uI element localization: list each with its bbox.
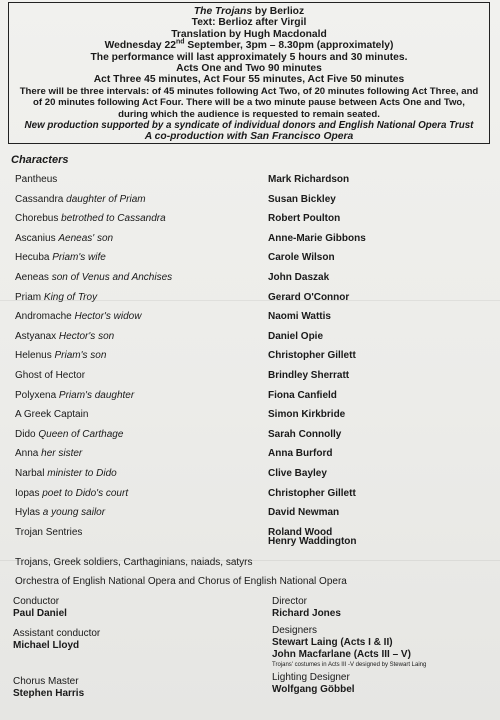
designer-note: Trojans' costumes in Acts III -V designed by Stewart Laing — [272, 662, 427, 668]
assistant-conductor-credit — [13, 628, 100, 652]
cast-role — [15, 370, 85, 381]
cast-row — [0, 488, 500, 506]
intervals-line-2: of 20 minutes following Act Four. There will be a two minute pause between Acts One and Two, — [33, 97, 465, 109]
role-description: Hector's widow — [74, 311, 142, 323]
credit-name: Paul Daniel — [13, 608, 67, 619]
role-name: Hecuba — [15, 252, 50, 264]
acts-1-2-timing: Acts One and Two 90 minutes — [176, 63, 322, 75]
chorus-master-credit — [13, 676, 84, 700]
role-description: poet to Dido's court — [42, 487, 129, 499]
cast-row — [0, 448, 500, 466]
cast-row — [0, 429, 500, 447]
cast-actor: Clive Bayley — [268, 468, 327, 479]
cast-actor: Anna Burford — [268, 448, 333, 460]
role-description: King of Troy — [43, 291, 98, 303]
cast-role — [15, 292, 97, 303]
credit-name: Michael Lloyd — [13, 640, 80, 651]
cast-actor: Gerard O'Connor — [268, 291, 350, 303]
role-description: daughter of Priam — [66, 193, 146, 205]
cast-role — [15, 213, 166, 224]
role-name: Anna — [15, 448, 39, 460]
role-description: Priam's daughter — [58, 389, 135, 401]
role-name: A Greek Captain — [15, 409, 89, 421]
credit-name: Stewart Laing (Acts I & II) — [272, 637, 393, 648]
acts-3-5-timing: Act Three 45 minutes, Act Four 55 minutes, Act Five 50 minutes — [93, 74, 405, 86]
role-name: Pantheus — [15, 174, 58, 185]
role-description: Priam's wife — [52, 252, 106, 264]
cast-row — [0, 292, 500, 310]
characters-heading: Characters — [11, 154, 69, 166]
cast-role — [15, 272, 172, 283]
cast-role — [15, 311, 141, 322]
role-description: Aeneas' son — [58, 232, 114, 244]
chorus-roles: Trojans, Greek soldiers, Carthaginians, naiads, satyrs — [15, 557, 253, 568]
role-name: Trojan Sentries — [15, 526, 83, 538]
cast-row — [0, 390, 500, 408]
cast-role — [15, 507, 105, 518]
cast-role — [15, 194, 146, 205]
credit-name: Stephen Harris — [13, 688, 85, 699]
cast-role — [15, 448, 82, 459]
role-description: Priam's son — [54, 350, 107, 362]
credit-label: Assistant conductor — [13, 628, 101, 639]
cast-role — [15, 331, 114, 342]
role-name: Hylas — [15, 507, 41, 519]
cast-actor: Brindley Sherratt — [268, 370, 350, 381]
role-name: Cassandra — [15, 193, 64, 205]
credit-name: Richard Jones — [272, 608, 341, 619]
date-time: September, 3pm – 8.30pm (approximately) — [184, 40, 394, 52]
role-name: Astyanax — [15, 330, 57, 342]
credit-label: Conductor — [13, 596, 60, 607]
cast-role — [15, 409, 88, 420]
role-description: her sister — [41, 448, 83, 460]
role-name: Ghost of Hector — [15, 370, 86, 381]
role-name: Andromache — [15, 311, 72, 323]
cast-row-extra — [0, 536, 500, 554]
cast-actor: Christopher Gillett — [268, 350, 356, 362]
cast-actor: David Newman — [268, 507, 340, 519]
cast-actor: Susan Bickley — [268, 193, 336, 205]
cast-role — [15, 174, 57, 185]
cast-actor: Mark Richardson — [268, 174, 350, 185]
role-name: Iopas — [15, 487, 40, 499]
composer-credit: by Berlioz — [252, 6, 305, 17]
opera-title — [9, 6, 489, 17]
conductor-credit — [13, 596, 67, 620]
role-name: Aeneas — [15, 272, 49, 283]
cast-role — [15, 468, 117, 479]
role-name: Narbal — [15, 468, 45, 479]
credit-label: Chorus Master — [13, 676, 79, 687]
designers-credit — [272, 625, 426, 669]
cast-actor: Anne-Marie Gibbons — [268, 232, 366, 244]
cast-role — [15, 252, 106, 263]
lighting-designer-credit — [272, 672, 355, 696]
credit-name: Wolfgang Göbbel — [272, 684, 355, 695]
intervals-line-1: There will be three intervals: of 45 minutes following Act Two, of 20 minutes following Act Three, and — [19, 85, 479, 97]
intervals-line-3: during which the audience is requested to remain seated. — [118, 108, 380, 120]
role-description: a young sailor — [42, 507, 106, 519]
orchestra-credit: Orchestra of English National Opera and Chorus of English National Opera — [15, 576, 347, 587]
cast-actor: Roland Wood — [268, 526, 333, 538]
cast-role — [15, 350, 106, 361]
credit-label: Lighting Designer — [272, 672, 350, 683]
work-title: The Trojans — [193, 6, 253, 17]
cast-row — [0, 194, 500, 212]
cast-actor: Carole Wilson — [268, 252, 335, 264]
role-description: son of Venus and Anchises — [51, 272, 173, 283]
translation-credit: Translation by Hugh Macdonald — [171, 28, 327, 40]
cast-row — [0, 468, 500, 486]
role-description: minister to Dido — [47, 468, 117, 479]
cast-row — [0, 272, 500, 290]
cast-row — [0, 350, 500, 368]
cast-actor: Fiona Canfield — [268, 389, 337, 401]
cast-row — [0, 370, 500, 388]
cast-row — [0, 174, 500, 192]
cast-actor: Sarah Connolly — [268, 428, 342, 440]
role-name: Chorebus — [15, 213, 59, 225]
duration-line: The performance will last approximately 5 hours and 30 minutes. — [90, 51, 408, 63]
cast-role — [15, 429, 123, 440]
cast-role — [15, 488, 128, 499]
role-name: Dido — [15, 428, 36, 440]
date-day: Wednesday 22 — [104, 40, 176, 52]
cast-actor: Christopher Gillett — [268, 487, 356, 499]
role-name: Priam — [15, 291, 42, 303]
cast-role — [15, 233, 113, 244]
credit-label: Designers — [272, 625, 318, 636]
cast-row — [0, 507, 500, 525]
coproduction-note: A co-production with San Francisco Opera — [144, 131, 354, 143]
role-name: Ascanius — [15, 232, 56, 244]
cast-role — [15, 390, 134, 401]
credit-label: Director — [272, 596, 308, 607]
cast-actor: Daniel Opie — [268, 330, 324, 342]
credit-name: John Macfarlane (Acts III – V) — [272, 649, 411, 660]
cast-row — [0, 311, 500, 329]
cast-row — [0, 213, 500, 231]
performance-info-box — [8, 2, 490, 144]
cast-row — [0, 409, 500, 427]
role-description: betrothed to Cassandra — [61, 213, 166, 225]
date-suffix: nd — [175, 38, 185, 46]
role-description: Hector's son — [58, 330, 115, 342]
cast-actor: Naomi Wattis — [268, 311, 331, 323]
cast-actor: John Daszak — [268, 272, 330, 283]
role-name: Helenus — [15, 350, 52, 362]
cast-row — [0, 233, 500, 251]
cast-actor: Robert Poulton — [268, 213, 341, 225]
cast-row — [0, 331, 500, 349]
performance-date — [9, 40, 489, 51]
text-credit: Text: Berlioz after Virgil — [191, 17, 307, 29]
production-support: New production supported by a syndicate of individual donors and English National Opera Trust — [24, 120, 474, 132]
role-name: Polyxena — [15, 389, 57, 401]
role-description: Queen of Carthage — [38, 428, 124, 440]
cast-actor: Simon Kirkbride — [268, 409, 346, 421]
director-credit — [272, 596, 341, 620]
cast-actor: Henry Waddington — [268, 536, 357, 547]
cast-row — [0, 252, 500, 270]
